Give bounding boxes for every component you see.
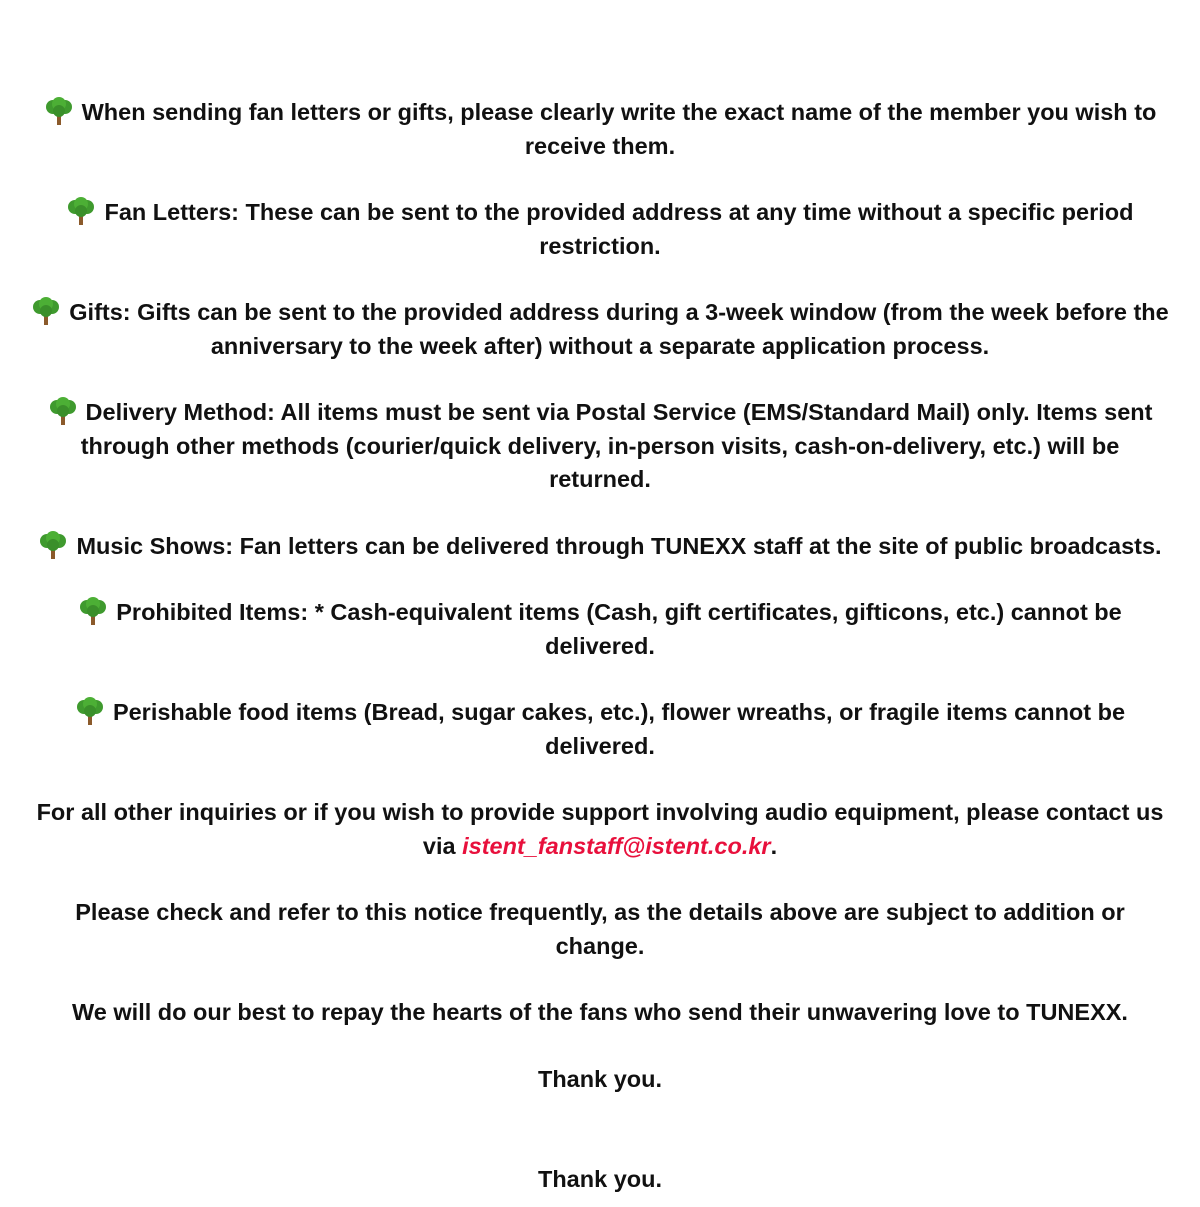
notice-item-text: When sending fan letters or gifts, please clearly write the exact name of the member you wish to receive them. [81,99,1157,159]
tree-icon [66,197,96,225]
contact-paragraph [28,796,1172,863]
notice-item-text: Gifts: Gifts can be sent to the provided address during a 3-week window (from the week before the anniversary to the week after) without a separate application process. [69,299,1169,359]
notice-item-delivery-method [28,396,1172,497]
refer-paragraph: Please check and refer to this notice frequently, as the details above are subject to addition or change. [75,899,1125,959]
contact-email-link[interactable]: istent_fanstaff@istent.co.kr [462,832,771,859]
notice-item-text: Music Shows: Fan letters can be delivered through TUNEXX staff at the site of public broadcasts. [76,532,1162,559]
cutoff-text: Thank you. [537,1166,663,1192]
tree-icon [44,97,74,125]
notice-item-gifts [28,296,1172,363]
closing-paragraph: We will do our best to repay the hearts of the fans who send their unwavering love to TUNEXX. [72,999,1128,1025]
notice-item-perishable-food [28,696,1172,763]
notice-item-member-name [28,96,1172,163]
thanks-paragraph: Thank you. [537,1065,663,1092]
tree-icon [38,531,68,559]
contact-text-after: . [770,832,778,859]
tree-icon [31,297,61,325]
notice-item-text: Perishable food items (Bread, sugar cakes, etc.), flower wreaths, or fragile items cannot be delivered. [112,699,1126,759]
tree-icon [78,597,108,625]
cutoff-text-row [0,1166,1200,1200]
tree-icon [48,397,78,425]
contact-text-before: For all other inquiries or if you wish to provide support involving audio equipment, please contact us via [36,799,1164,859]
notice-item-prohibited-items [28,596,1172,663]
notice-item-music-shows [28,530,1172,564]
notice-item-text: Delivery Method: All items must be sent via Postal Service (EMS/Standard Mail) only. Items sent through other methods (courier/quick delivery, in-person visits, cash-on-delivery, etc.) will be returned. [80,399,1153,492]
notice-item-text: Prohibited Items: * Cash-equivalent items (Cash, gift certificates, gifticons, etc.) cannot be delivered. [116,599,1122,659]
tree-icon [75,697,105,725]
notice-item-fan-letters [28,196,1172,263]
notice-item-text: Fan Letters: These can be sent to the provided address at any time without a specific period restriction. [104,199,1134,259]
